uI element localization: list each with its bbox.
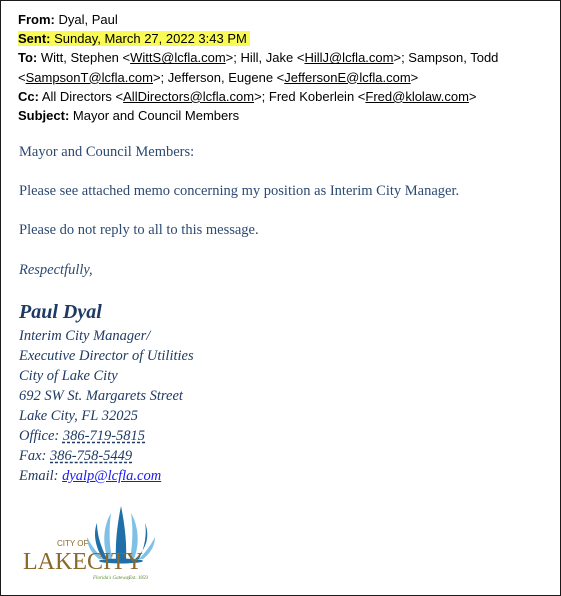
body-paragraph: Please see attached memo concerning my position as Interim City Manager. [19,183,460,199]
office-phone-link[interactable]: 386-719-5815 [62,428,146,444]
signature-org: City of Lake City [19,368,118,384]
to-text: < [18,69,26,85]
subject-row [18,106,548,125]
logo-tagline: Florida's Gateway [93,576,131,581]
logo-established: Est. 1859 [129,576,148,581]
office-label: Office: [19,428,63,444]
cc-label: Cc: [18,88,39,104]
subject-label: Subject: [18,108,70,124]
sent-row [18,29,548,48]
signature-fax [19,446,194,466]
email-header [18,10,548,125]
sent-label: Sent: [18,31,51,47]
greeting: Mayor and Council Members: [19,144,195,160]
email-link[interactable]: dyalp@lcfla.com [62,468,162,484]
from-value: Dyal, Paul [58,12,118,27]
fax-label: Fax: [19,448,50,464]
email-label: Email: [19,468,63,484]
from-label: From: [18,12,55,27]
email-address-jefferson[interactable]: JeffersonE@lcfla.com [284,69,411,85]
email-address-sampson[interactable]: SampsonT@lcfla.com [25,69,153,85]
email-address-all-directors[interactable]: AllDirectors@lcfla.com [123,88,255,104]
fax-phone-link[interactable]: 386-758-5449 [50,448,133,464]
signature-title: Interim City Manager/ [19,328,151,344]
cc-row [18,87,548,106]
subject-value: Mayor and Council Members [72,108,240,124]
sent-value: Sunday, March 27, 2022 3:43 PM [54,31,247,47]
cc-text: > [468,88,477,104]
signature-address: 692 SW St. Margarets Street [19,388,183,404]
signature-name: Paul Dyal [19,301,102,323]
city-of-lake-city-logo [17,501,157,583]
to-row [18,48,548,67]
body-paragraph: Please do not reply to all to this message. [19,222,259,238]
to-text: Witt, Stephen < [40,50,131,66]
logo-lake: LAKE [23,549,87,575]
cc-text: >; Fred Koberlein < [254,88,366,104]
email-address-koberlein[interactable]: Fred@klolaw.com [365,88,469,104]
cc-text: All Directors < [41,88,124,104]
from-row [18,10,548,29]
logo-city-of: CITY OF [57,539,89,548]
signature-block [19,326,194,486]
to-label: To: [18,50,38,66]
signature-title: Executive Director of Utilities [19,348,194,364]
signature-address: Lake City, FL 32025 [19,408,138,424]
to-text: >; Jefferson, Eugene < [152,69,285,85]
to-text: >; Sampson, Todd [393,50,499,66]
email-address-hill[interactable]: HillJ@lcfla.com [304,50,394,66]
signature-email [19,466,194,486]
to-row-continued [18,68,548,87]
logo-city: CITY [87,549,143,575]
email-address-witt[interactable]: WittS@lcfla.com [130,50,226,66]
to-text: > [410,69,419,85]
signature-office [19,426,194,446]
to-text: >; Hill, Jake < [225,50,305,66]
sent-highlight [18,31,250,46]
closing: Respectfully, [19,262,93,278]
